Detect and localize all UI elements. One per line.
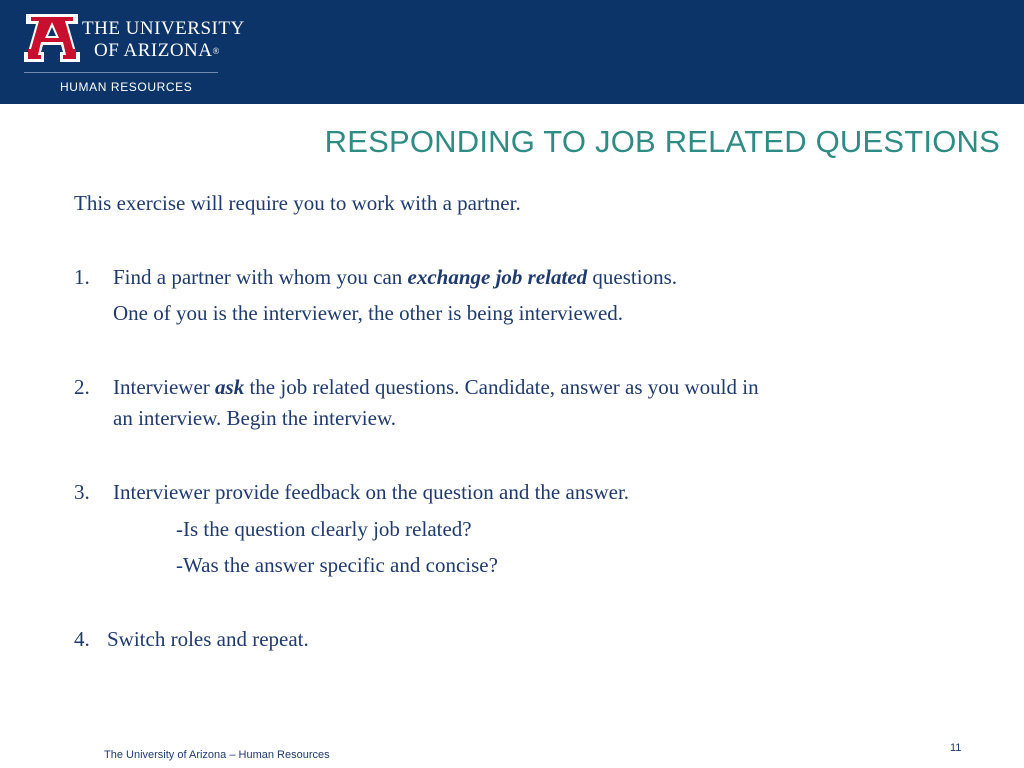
item-2-line2: an interview. Begin the interview.: [113, 406, 397, 430]
block-a-logo-icon: [24, 12, 80, 64]
registered-mark: ®: [212, 46, 220, 56]
item-3-text: Interviewer provide feedback on the question and the answer.: [113, 480, 630, 504]
page-number: 11: [950, 742, 962, 754]
item-4-number: 4.: [74, 627, 90, 651]
intro-text: This exercise will require you to work with a partner.: [74, 191, 521, 215]
item-1-line1: [113, 262, 677, 292]
item-1-number: 1.: [74, 265, 90, 289]
university-line2: [82, 40, 245, 62]
item-2-text-before: Interviewer: [113, 375, 216, 399]
item-2-text-after: the job related questions. Candidate, answer as you would in: [244, 375, 759, 399]
item-1-emphasis: exchange job related: [407, 265, 588, 289]
item-1-text-after: questions.: [587, 265, 678, 289]
header-divider: [24, 72, 218, 73]
university-line1: THE UNIVERSITY: [82, 18, 245, 39]
item-3-sub1: -Is the question clearly job related?: [176, 517, 472, 541]
slide-title: RESPONDING TO JOB RELATED QUESTIONS: [324, 124, 1000, 159]
university-line2-text: OF ARIZONA: [94, 40, 213, 61]
item-1-text-before: Find a partner with whom you can: [113, 265, 408, 289]
item-2-emphasis: ask: [215, 375, 245, 399]
item-3-sub2: -Was the answer specific and concise?: [176, 553, 498, 577]
item-1-line2: One of you is the interviewer, the other is being interviewed.: [113, 301, 624, 325]
footer-text: The University of Arizona – Human Resources: [104, 749, 330, 761]
item-3-number: 3.: [74, 480, 90, 504]
item-2-number: 2.: [74, 375, 90, 399]
item-4-text: Switch roles and repeat.: [107, 627, 309, 651]
university-wordmark: [82, 18, 245, 62]
department-label: HUMAN RESOURCES: [60, 80, 193, 94]
item-2-line1: [113, 372, 759, 402]
header-bar: [0, 0, 1024, 104]
